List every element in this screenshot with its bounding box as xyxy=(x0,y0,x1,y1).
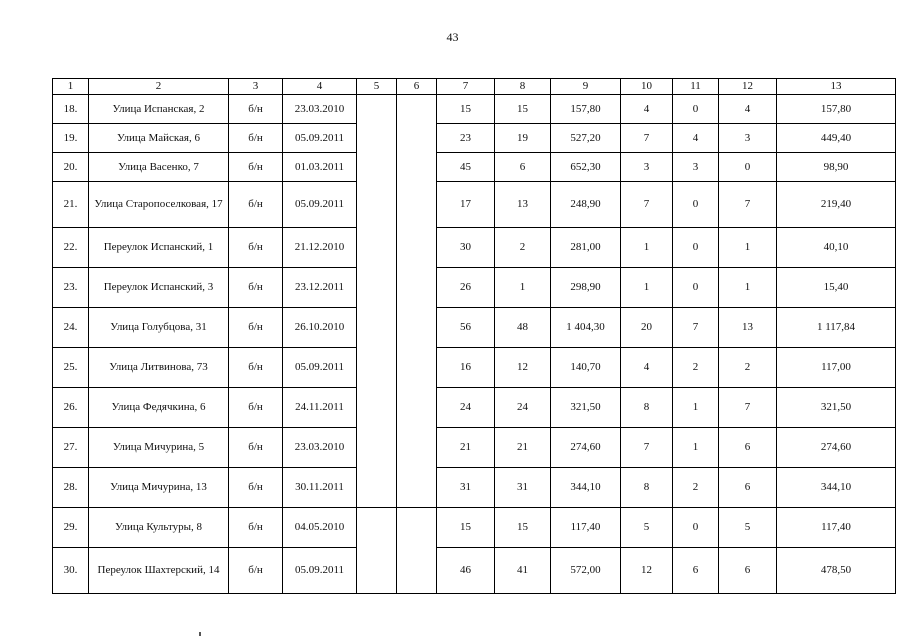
value-cell-col10: 7 xyxy=(621,124,673,153)
table-row xyxy=(53,228,896,268)
value-cell-col7: 24 xyxy=(437,388,495,428)
row-number-cell: 20. xyxy=(53,153,89,182)
value-cell-col11: 2 xyxy=(673,348,719,388)
value-cell-col13: 449,40 xyxy=(777,124,896,153)
row-number-cell: 18. xyxy=(53,95,89,124)
address-cell: Улица Майская, 6 xyxy=(89,124,229,153)
doc-number-cell: б/н xyxy=(229,308,283,348)
value-cell-col9: 157,80 xyxy=(551,95,621,124)
address-cell: Улица Федячкина, 6 xyxy=(89,388,229,428)
page-number: 43 xyxy=(446,30,459,44)
value-cell-col11: 0 xyxy=(673,508,719,548)
value-cell-col9: 298,90 xyxy=(551,268,621,308)
value-cell-col10: 1 xyxy=(621,228,673,268)
value-cell-col7: 15 xyxy=(437,95,495,124)
value-cell-col8: 1 xyxy=(495,268,551,308)
value-cell-col10: 7 xyxy=(621,182,673,228)
column-header: 12 xyxy=(719,79,777,95)
table-row xyxy=(53,308,896,348)
value-cell-col12: 4 xyxy=(719,95,777,124)
row-number-cell: 30. xyxy=(53,548,89,594)
table-row xyxy=(53,388,896,428)
value-cell-col8: 48 xyxy=(495,308,551,348)
value-cell-col13: 157,80 xyxy=(777,95,896,124)
address-cell: Улица Мичурина, 5 xyxy=(89,428,229,468)
value-cell-col12: 6 xyxy=(719,468,777,508)
value-cell-col7: 17 xyxy=(437,182,495,228)
address-cell: Улица Культуры, 8 xyxy=(89,508,229,548)
doc-number-cell: б/н xyxy=(229,124,283,153)
value-cell-col9: 140,70 xyxy=(551,348,621,388)
value-cell-col12: 1 xyxy=(719,268,777,308)
address-cell: Улица Голубцова, 31 xyxy=(89,308,229,348)
row-number-cell: 22. xyxy=(53,228,89,268)
value-cell-col11: 1 xyxy=(673,388,719,428)
value-cell-col10: 4 xyxy=(621,348,673,388)
address-cell: Улица Испанская, 2 xyxy=(89,95,229,124)
address-cell: Переулок Испанский, 3 xyxy=(89,268,229,308)
value-cell-col13: 117,40 xyxy=(777,508,896,548)
value-cell-col13: 15,40 xyxy=(777,268,896,308)
value-cell-col7: 21 xyxy=(437,428,495,468)
value-cell-col10: 8 xyxy=(621,388,673,428)
address-cell: Переулок Испанский, 1 xyxy=(89,228,229,268)
value-cell-col9: 274,60 xyxy=(551,428,621,468)
date-cell: 05.09.2011 xyxy=(283,348,357,388)
value-cell-col10: 20 xyxy=(621,308,673,348)
value-cell-col13: 40,10 xyxy=(777,228,896,268)
empty-merged-cell-col5 xyxy=(357,95,397,508)
value-cell-col8: 31 xyxy=(495,468,551,508)
column-header: 5 xyxy=(357,79,397,95)
doc-number-cell: б/н xyxy=(229,268,283,308)
row-number-cell: 24. xyxy=(53,308,89,348)
value-cell-col12: 2 xyxy=(719,348,777,388)
address-cell: Переулок Шахтерский, 14 xyxy=(89,548,229,594)
doc-number-cell: б/н xyxy=(229,153,283,182)
column-header: 7 xyxy=(437,79,495,95)
address-cell: Улица Мичурина, 13 xyxy=(89,468,229,508)
row-number-cell: 25. xyxy=(53,348,89,388)
date-cell: 05.09.2011 xyxy=(283,124,357,153)
address-cell: Улица Старопоселковая, 17 xyxy=(89,182,229,228)
value-cell-col8: 12 xyxy=(495,348,551,388)
column-header: 9 xyxy=(551,79,621,95)
row-number-cell: 27. xyxy=(53,428,89,468)
value-cell-col8: 15 xyxy=(495,95,551,124)
column-header: 11 xyxy=(673,79,719,95)
column-header: 1 xyxy=(53,79,89,95)
value-cell-col13: 274,60 xyxy=(777,428,896,468)
doc-number-cell: б/н xyxy=(229,228,283,268)
table-row xyxy=(53,348,896,388)
value-cell-col9: 652,30 xyxy=(551,153,621,182)
column-header: 4 xyxy=(283,79,357,95)
column-header: 8 xyxy=(495,79,551,95)
table-row xyxy=(53,468,896,508)
value-cell-col12: 6 xyxy=(719,428,777,468)
empty-merged-cell-col6 xyxy=(397,508,437,594)
value-cell-col11: 6 xyxy=(673,548,719,594)
doc-number-cell: б/н xyxy=(229,508,283,548)
doc-number-cell: б/н xyxy=(229,468,283,508)
table-row xyxy=(53,153,896,182)
row-number-cell: 26. xyxy=(53,388,89,428)
value-cell-col8: 21 xyxy=(495,428,551,468)
value-cell-col8: 19 xyxy=(495,124,551,153)
date-cell: 30.11.2011 xyxy=(283,468,357,508)
value-cell-col7: 46 xyxy=(437,548,495,594)
column-header: 6 xyxy=(397,79,437,95)
doc-number-cell: б/н xyxy=(229,428,283,468)
column-header: 3 xyxy=(229,79,283,95)
scan-artifact-mark xyxy=(199,632,201,636)
value-cell-col10: 3 xyxy=(621,153,673,182)
date-cell: 01.03.2011 xyxy=(283,153,357,182)
housing-table xyxy=(52,78,896,594)
table-row xyxy=(53,548,896,594)
value-cell-col12: 7 xyxy=(719,388,777,428)
date-cell: 05.09.2011 xyxy=(283,182,357,228)
value-cell-col12: 13 xyxy=(719,308,777,348)
row-number-cell: 28. xyxy=(53,468,89,508)
value-cell-col8: 15 xyxy=(495,508,551,548)
value-cell-col9: 527,20 xyxy=(551,124,621,153)
value-cell-col11: 1 xyxy=(673,428,719,468)
date-cell: 21.12.2010 xyxy=(283,228,357,268)
value-cell-col12: 3 xyxy=(719,124,777,153)
value-cell-col11: 3 xyxy=(673,153,719,182)
value-cell-col12: 5 xyxy=(719,508,777,548)
table-row xyxy=(53,124,896,153)
date-cell: 23.12.2011 xyxy=(283,268,357,308)
value-cell-col13: 1 117,84 xyxy=(777,308,896,348)
value-cell-col12: 1 xyxy=(719,228,777,268)
table-row xyxy=(53,508,896,548)
value-cell-col10: 8 xyxy=(621,468,673,508)
row-number-cell: 21. xyxy=(53,182,89,228)
doc-number-cell: б/н xyxy=(229,388,283,428)
doc-number-cell: б/н xyxy=(229,548,283,594)
value-cell-col13: 117,00 xyxy=(777,348,896,388)
value-cell-col12: 7 xyxy=(719,182,777,228)
date-cell: 05.09.2011 xyxy=(283,548,357,594)
value-cell-col12: 6 xyxy=(719,548,777,594)
value-cell-col9: 321,50 xyxy=(551,388,621,428)
value-cell-col11: 4 xyxy=(673,124,719,153)
column-header: 10 xyxy=(621,79,673,95)
date-cell: 26.10.2010 xyxy=(283,308,357,348)
address-cell: Улица Литвинова, 73 xyxy=(89,348,229,388)
value-cell-col11: 0 xyxy=(673,182,719,228)
value-cell-col9: 1 404,30 xyxy=(551,308,621,348)
value-cell-col10: 5 xyxy=(621,508,673,548)
value-cell-col12: 0 xyxy=(719,153,777,182)
value-cell-col10: 7 xyxy=(621,428,673,468)
value-cell-col9: 281,00 xyxy=(551,228,621,268)
header-row xyxy=(53,79,896,95)
value-cell-col13: 344,10 xyxy=(777,468,896,508)
doc-number-cell: б/н xyxy=(229,348,283,388)
value-cell-col7: 26 xyxy=(437,268,495,308)
value-cell-col8: 24 xyxy=(495,388,551,428)
value-cell-col8: 41 xyxy=(495,548,551,594)
row-number-cell: 23. xyxy=(53,268,89,308)
column-header: 2 xyxy=(89,79,229,95)
empty-merged-cell-col6 xyxy=(397,95,437,508)
value-cell-col10: 4 xyxy=(621,95,673,124)
value-cell-col9: 344,10 xyxy=(551,468,621,508)
value-cell-col10: 1 xyxy=(621,268,673,308)
value-cell-col9: 248,90 xyxy=(551,182,621,228)
value-cell-col13: 219,40 xyxy=(777,182,896,228)
value-cell-col13: 321,50 xyxy=(777,388,896,428)
row-number-cell: 19. xyxy=(53,124,89,153)
address-cell: Улица Васенко, 7 xyxy=(89,153,229,182)
column-header: 13 xyxy=(777,79,896,95)
date-cell: 04.05.2010 xyxy=(283,508,357,548)
value-cell-col7: 23 xyxy=(437,124,495,153)
value-cell-col13: 98,90 xyxy=(777,153,896,182)
value-cell-col7: 30 xyxy=(437,228,495,268)
value-cell-col11: 0 xyxy=(673,228,719,268)
value-cell-col11: 7 xyxy=(673,308,719,348)
value-cell-col11: 2 xyxy=(673,468,719,508)
doc-number-cell: б/н xyxy=(229,95,283,124)
value-cell-col9: 117,40 xyxy=(551,508,621,548)
doc-number-cell: б/н xyxy=(229,182,283,228)
table-row xyxy=(53,428,896,468)
value-cell-col7: 31 xyxy=(437,468,495,508)
table-row xyxy=(53,182,896,228)
value-cell-col7: 56 xyxy=(437,308,495,348)
table-row xyxy=(53,95,896,124)
value-cell-col7: 15 xyxy=(437,508,495,548)
row-number-cell: 29. xyxy=(53,508,89,548)
empty-merged-cell-col5 xyxy=(357,508,397,594)
date-cell: 24.11.2011 xyxy=(283,388,357,428)
value-cell-col8: 6 xyxy=(495,153,551,182)
value-cell-col8: 2 xyxy=(495,228,551,268)
value-cell-col10: 12 xyxy=(621,548,673,594)
value-cell-col7: 16 xyxy=(437,348,495,388)
table-row xyxy=(53,268,896,308)
value-cell-col13: 478,50 xyxy=(777,548,896,594)
value-cell-col9: 572,00 xyxy=(551,548,621,594)
value-cell-col7: 45 xyxy=(437,153,495,182)
date-cell: 23.03.2010 xyxy=(283,428,357,468)
value-cell-col11: 0 xyxy=(673,95,719,124)
value-cell-col11: 0 xyxy=(673,268,719,308)
value-cell-col8: 13 xyxy=(495,182,551,228)
date-cell: 23.03.2010 xyxy=(283,95,357,124)
